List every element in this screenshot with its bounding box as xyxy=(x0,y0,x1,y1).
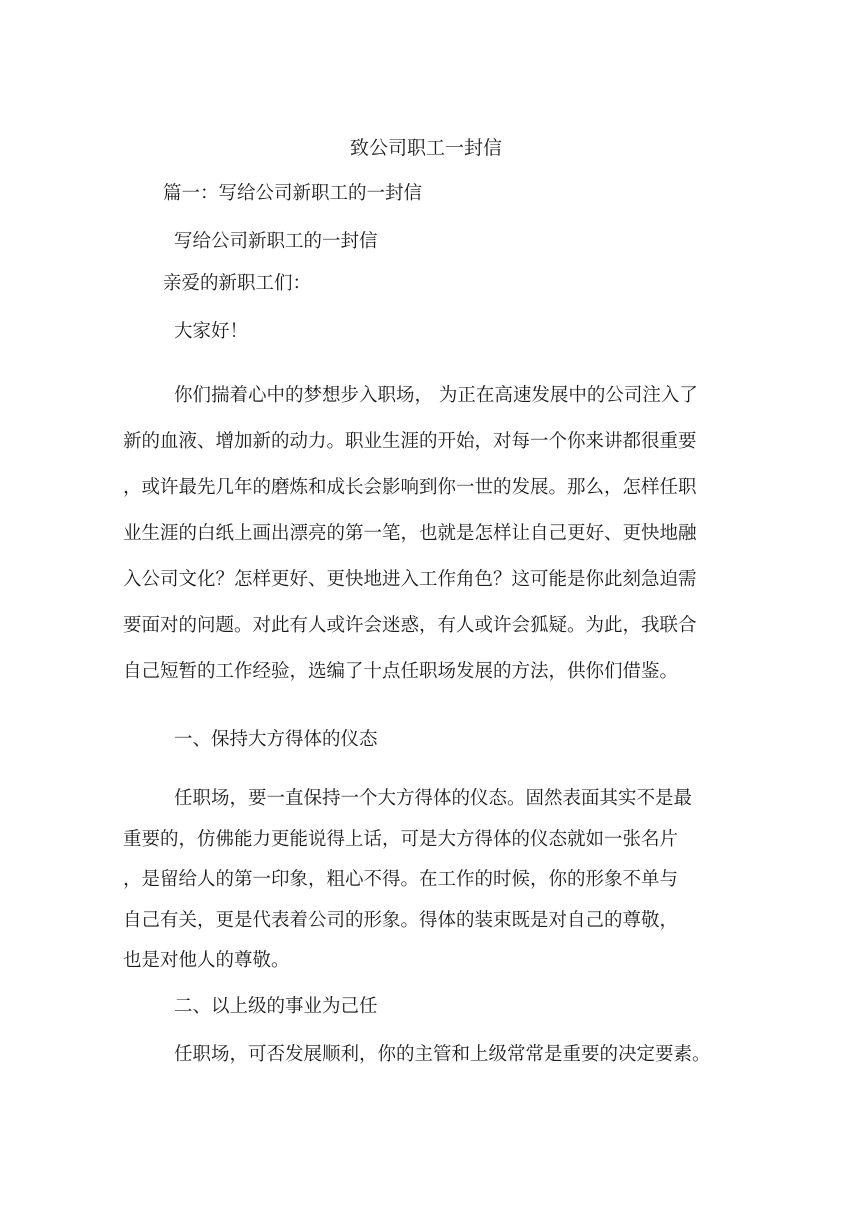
section-heading-2: 二、以上级的事业为己任 xyxy=(174,996,378,1017)
paragraph-line: 任职场，可否发展顺利，你的主管和上级常常是重要的决定要素。 xyxy=(174,1044,711,1065)
paragraph-line: 业生涯的白纸上画出漂亮的第一笔，也就是怎样让自己更好、更快地融 xyxy=(123,523,697,544)
document-title: 致公司职工一封信 xyxy=(350,137,503,159)
paragraph-line: 任职场，要一直保持一个大方得体的仪态。固然表面其实不是最 xyxy=(174,788,693,809)
paragraph-line: 你们揣着心中的梦想步入职场， 为正在高速发展中的公司注入了 xyxy=(174,385,698,406)
paragraph-line: 新的血液、增加新的动力。职业生涯的开始，对每一个你来讲都很重要 xyxy=(123,431,697,452)
paragraph-line: 入公司文化？怎样更好、更快地进入工作角色？这可能是你此刻急迫需 xyxy=(123,569,697,590)
paragraph-line: 自己有关，更是代表着公司的形象。得体的装束既是对自己的尊敬， xyxy=(123,910,679,931)
paragraph-line: ，或许最先几年的磨炼和成长会影响到你一世的发展。那么，怎样任职 xyxy=(123,477,697,498)
paragraph-line: 要面对的问题。对此有人或许会迷惑，有人或许会狐疑。为此，我联合 xyxy=(123,615,697,636)
part-heading: 篇一：写给公司新职工的一封信 xyxy=(163,183,423,204)
section-heading-1: 一、保持大方得体的仪态 xyxy=(174,729,378,750)
letter-title: 写给公司新职工的一封信 xyxy=(174,231,378,252)
salutation: 亲爱的新职工们： xyxy=(163,273,312,294)
paragraph-line: 自己短暂的工作经验，选编了十点任职场发展的方法，供你们借鉴。 xyxy=(123,661,679,682)
paragraph-line: 重要的，仿佛能力更能说得上话，可是大方得体的仪态就如一张名片 xyxy=(123,829,679,850)
paragraph-line: 也是对他人的尊敬。 xyxy=(123,950,290,971)
greeting: 大家好！ xyxy=(174,321,249,342)
paragraph-line: ，是留给人的第一印象，粗心不得。在工作的时候，你的形象不单与 xyxy=(123,869,679,890)
